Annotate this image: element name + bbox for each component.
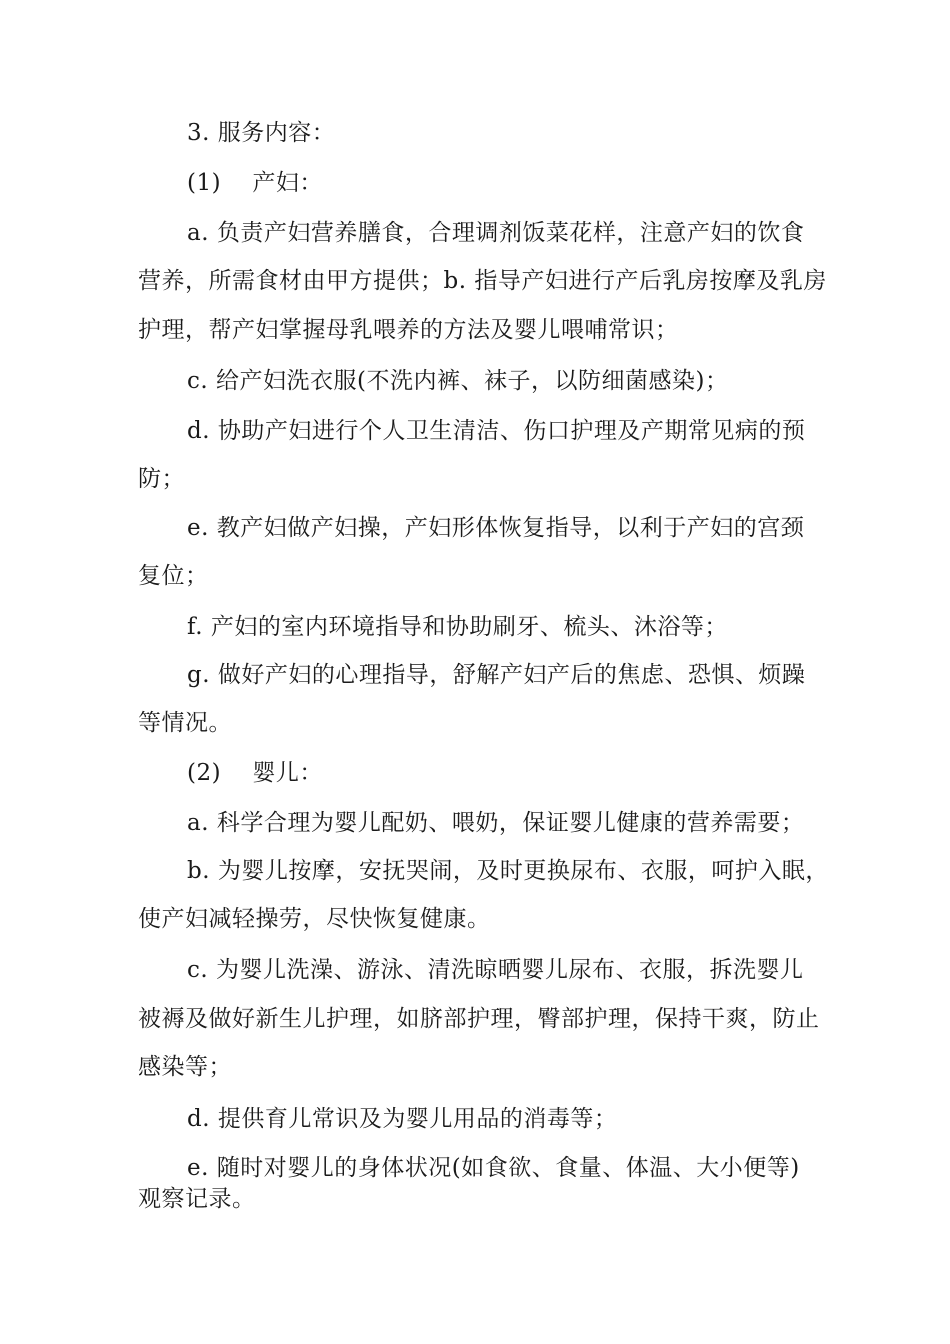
mother-item-a-line-3: 护理，帮产妇掌握母乳喂养的方法及婴儿喂哺常识； [138, 317, 679, 343]
baby-heading: (2) 婴儿： [187, 760, 323, 786]
mother-item-c-line-1: c. 给产妇洗衣服(不洗内裤、袜子，以防细菌感染)； [187, 368, 729, 394]
mother-item-a-line-2: 营养，所需食材由甲方提供；b. 指导产妇进行产后乳房按摩及乳房 [138, 268, 827, 294]
mother-item-f-line-1: f. 产妇的室内环境指导和协助刷牙、梳头、沐浴等； [187, 614, 728, 640]
baby-item-e-line-2: 观察记录。 [138, 1186, 256, 1212]
mother-item-e-line-1: e. 教产妇做产妇操，产妇形体恢复指导，以利于产妇的宫颈 [187, 515, 805, 541]
baby-item-e-line-1: e. 随时对婴儿的身体状况(如食欲、食量、体温、大小便等) [187, 1155, 800, 1181]
mother-item-e-line-2: 复位； [138, 563, 209, 589]
mother-item-d-line-1: d. 协助产妇进行个人卫生清洁、伤口护理及产期常见病的预 [187, 418, 806, 444]
baby-item-b-line-1: b. 为婴儿按摩，安抚哭闹，及时更换尿布、衣服，呵护入眠， [187, 858, 829, 884]
baby-item-c-line-3: 感染等； [138, 1054, 232, 1080]
mother-item-g-line-1: g. 做好产妇的心理指导，舒解产妇产后的焦虑、恐惧、烦躁 [187, 662, 806, 688]
baby-item-d-line-1: d. 提供育儿常识及为婴儿用品的消毒等； [187, 1106, 618, 1132]
baby-item-c-line-2: 被褥及做好新生儿护理，如脐部护理，臀部护理，保持干爽，防止 [138, 1006, 820, 1032]
baby-item-a-line-1: a. 科学合理为婴儿配奶、喂奶，保证婴儿健康的营养需要； [187, 810, 805, 836]
mother-item-d-line-2: 防； [138, 466, 185, 492]
section-heading: 3. 服务内容： [187, 120, 336, 146]
baby-item-c-line-1: c. 为婴儿洗澡、游泳、清洗晾晒婴儿尿布、衣服，拆洗婴儿 [187, 957, 804, 983]
mother-item-g-line-2: 等情况。 [138, 710, 232, 736]
baby-item-b-line-2: 使产妇减轻操劳，尽快恢复健康。 [138, 906, 491, 932]
mother-item-a-line-1: a. 负责产妇营养膳食，合理调剂饭菜花样，注意产妇的饮食 [187, 220, 805, 246]
mother-heading: (1) 产妇： [187, 170, 323, 196]
